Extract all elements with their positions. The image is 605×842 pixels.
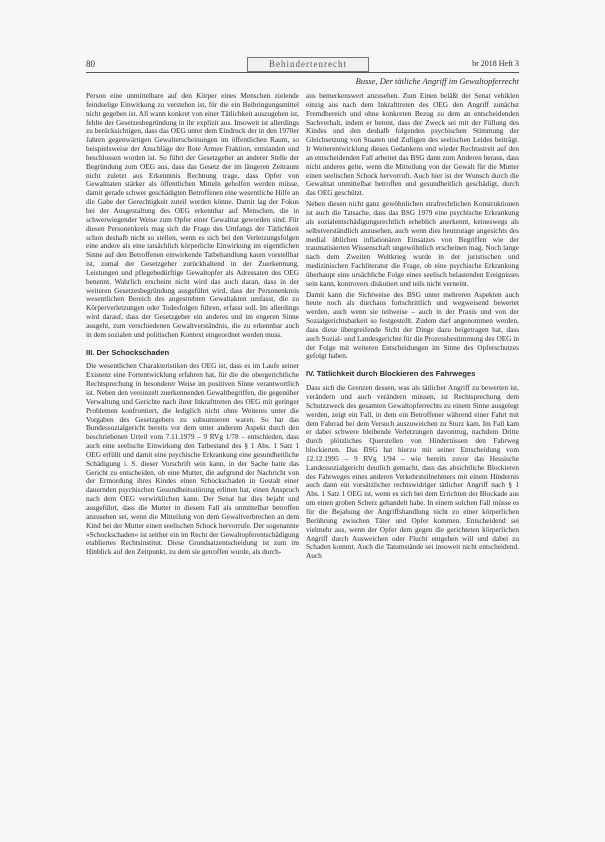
paragraph: Neben diesen nicht ganz gewöhnlichen strafrechtlichen Konstruktionen ist auch die Tatsache, dass das BSG 1979 eine psychische Erkrankung als sozialentschädigungsrechtlich erheblich anerkennt, keineswegs als selbstverständlich anzusehen, auch wenn dies heutzutage angesichts des medial üblichen inflationären Einsatzes von Begriffen wie der traumatisierten Wissenschaft ungewöhnlich erscheinen mag. Noch lange nach dem Zweiten Weltkrieg wurde in der juristischen und medizinischen Fachliteratur die Frage, ob eine psychische Erkrankung überhaupt eine ursächliche Folge eines seelisch belastenden Ereignisses sein kann, kontrovers diskutiert und teils nicht verneint. xyxy=(306,199,519,288)
paragraph: Dass sich die Grenzen dessen, was als tätlicher Angriff zu bewerten ist, verändern und auch verändern müssen, ist Rechtsprechung dem Schutzzweck des gesamten Gewaltopferrechts zu einem Sinne ausgelegt werden, zeigt ein Fall, in dem ein Betroffener während einer Fahrt mit dem Fahrrad bei dem Versuch auszuweichen zu Sturz kam. Im Fall kam er dabei schwere bleibende Verletzungen davontrug, nachdem Dritte durch plötzliches Querstellen von Hindernissen den Fahrweg blockierten. Das BSG hat hierzu mit seiner Entscheidung vom 12.12.1995 – 9 RVg 1/94 – wie bereits zuvor das Hessische Landessozialgericht deutlich gemacht, dass das absichtliche Blockieren des Fahrweges eines anderen Verkehrsteilnehmers mit einem Hindernis auch dann ein vorsätzlicher rechtswidriger tätlicher Angriff nach § 1 Abs. 1 Satz 1 OEG ist, wenn es sich bei dem Errichten der Blockade aus um einen groben Scherz gehandelt habe. In einem solchen Fall müsse es für die Bejahung der Angriffshandlung nicht zu einer körperlichen Berührung zwischen Täter und Opfer kommen. Entscheidend sei vielmehr aus, wenn der Opfer dem gegen die gerichteten körperlichen Angriff durch Ausweichen oder Flucht entgehen will und dabei zu Schaden kommt. Auch die Tatumstände sei insoweit nicht entscheidend. Auch xyxy=(306,383,519,561)
running-title: Busse, Der tätliche Angriff im Gewaltopferrecht xyxy=(355,76,519,86)
left-column xyxy=(86,92,299,557)
journal-title: Behindertenrecht xyxy=(247,57,369,72)
page-number: 80 xyxy=(86,59,95,69)
section-heading: IV. Tätlichkeit durch Blockieren des Fahrweges xyxy=(306,369,476,379)
paragraph: Person eine unmittelbare auf den Körper eines Menschen zielende feindselige Einwirkung zu verstehen ist, für die ein Beibringungsmittel nicht gegeben ist. All wann konkret von einer Tätlichkeit auszugehen ist, fehlte der Gesetzesbegründung in ihr explizit aus. Insoweit ist allerdings zu berücksichtigen, dass das OEG unter dem Eindruck der in den 1970er Jahren gegenwärtigen Gewalterscheinungen im öffentlichen Raum, so beispielsweise der Anschläge der Rote Armee Fraktion, entstanden und beschlossen worden ist. So führt der Gesetzgeber an anderer Stelle der Begründung zum OEG aus, dass das Gesetz der im längeren Zeitraum nicht zuletzt aus Erkenntnis Rechnung trage, dass Opfer von Gewalttaten stärker als öffentlichen Mitteln geholfen werden müsse, damit gerade schwer geschädigten Betroffenen eine wesentliche Hilfe an die Gabe der Gerechtigkeit zuteil werden könne. Damit lag der Fokus bei der Ausgestaltung des OEG erkennbar auf Menschen, die in schwerwiegender Weise zum Opfer einer Gewalttat geworden sind. Für diesen Personenkreis mag sich die Frage des Umfangs der Tätlichkeit schon deshalb nicht so stellen, wenn es sich bei den Verletzungsfolgen eine andere als eine tatsächlich körperliche Einwirkung im eigentlichen Sinne auf den Betroffenen einwirkende Tatbehandlung kaum vorstellbar ist, zumal der Gesetzgeber zurückhaltend in der Zuerkennung, Leistungen und pflegebedürftige Gewaltopfer als Adressaten des OEG benennt. Wahrlich erscheint nicht wird das auch daran, dass in der weiteren Gesetzesbegründung ausgeführt wird, dass der Personenkreis wesentlichen Bereich des angestrebten Gewaltakten umfasst, die zu Körperverletzungen oder Todesfolgen führen, erfasst soll. Im allerdings wird darauf, dass der Gesetzgeber ein anderes und im engeren Sinne ausgeht, zum verschiedenen Gewaltverständnis, die zu erkennbar auch in dem sozialen und politischen Kontext eingeordnet werden muss. xyxy=(86,91,299,339)
paragraph: aus bemerkenswert anzusehen. Zum Einen beläßt der Senat vehiklen einzig aus nach dem Inkrafttreten des OEG den Angriff zunächst Fremdbereich und ohne konkreten Bezug zu dem an entscheidenden Sachverhalt, indem er betont, dass der Zweck sei mit der Füllung des Kindes und den deshalb folgenden psychischen Stimmung der Gleichsetzung von Staaten und Zufügen des seelischen Leides beiträgt. Ir Weiterentwicklung dieses Gedankens und wieder Rechtsstreit auf den an entscheidenden Fall arbeitet das BSG dann zum Anderen heraus, dass nicht anderes gelte, wenn die Mitteilung von der Gewalt für die Mutter einen seelischen Schock hervorruft. Auch hier ist der Wunsch durch die Gewalttat unmittelbar betroffen und gesundheitlich geschädigt, durch das OEG geschützt. xyxy=(306,91,519,198)
right-column xyxy=(306,92,519,561)
header-rule xyxy=(86,72,519,73)
paragraph: Die wesentlichen Charakteristiken des OEG ist, dass es im Laufe seiner Existenz eine Fortentwicklung erfahren hat, für die die obergerichtliche Rechtsprechung in besonderer Weise im positiven Sinne verantwortlich ist. Neben den vereinzelt zuerkennenden Gewaltbegriffen, die gegenüber Verwaltung und Gerichte nach ihrer Inkrafttreten des OEG mit geringer Problemen konfrontiert, die lediglich nicht ohne Weiteres unter die Vorgaben des Gesetzgebers zu subsumieren waren. So hat das Bundessozialgericht bereits vor dem unter anderem Aspekt durch den beschriebenen Urteil vom 7.11.1979 – 9 RVg 1/78 – entschieden, dass auch eine seelische Einwirkung den Tatbestand des § 1 Abs. 1 Satz 1 OEG erfüllt und damit eine psychische Erkrankung eine gesundheitliche Schädigung i. S. dieser Vorschrift sein kann, in der Sache hatte das Gericht zu entscheiden, ob eine Mutter, die aufgrund der Nachricht von der Ermordung ihres Kindes einen Schockschaden in Gestalt einer dauernden psychischen Gesundheitsstörung erlitten hat, einen Anspruch nach dem OEG verwirklichen kann. Der Senat hat dies bejaht und ausgeführt, dass die Mutter in diesem Fall als unmittelbar betroffen anzusehen sei, wenn die Mitteilung von dem Gewaltverbrechen an dem Kind bei der Mutter einen seelischen Schock hervorrufe. Der sogenannte »Schockschaden« ist seither ein im Recht der Gewaltopferentschädigung etabliertes Rechtsinstitut. Diese Grundsatzentscheidung ist zum im Hinblick auf den Zeitpunkt, zu dem sie getroffen wurde, als durch- xyxy=(86,361,299,557)
issue-label: br 2018 Heft 3 xyxy=(472,59,519,68)
paragraph: Damit kann die Sichtweise des BSG unter mehreren Aspekten auch heute noch als durchaus fortschrittlich und wegweisend bewertet werden, auch wenn sie teilweise – auch in der Praxis und von der Sozialgerichtsbarkeit so festgestellt. Zudem darf angenommen werden, dass diese übergreifende Sicht der Dinge dazu beigetragen hat, dass auch Sozial- und Landesgerichte für die Prozessbestimmung des OEG in der Folge mit weiteren Entscheidungen im Sinne des Opferschutzes gefolgt haben. xyxy=(306,289,519,361)
section-heading: III. Der Schockschaden xyxy=(86,347,170,357)
